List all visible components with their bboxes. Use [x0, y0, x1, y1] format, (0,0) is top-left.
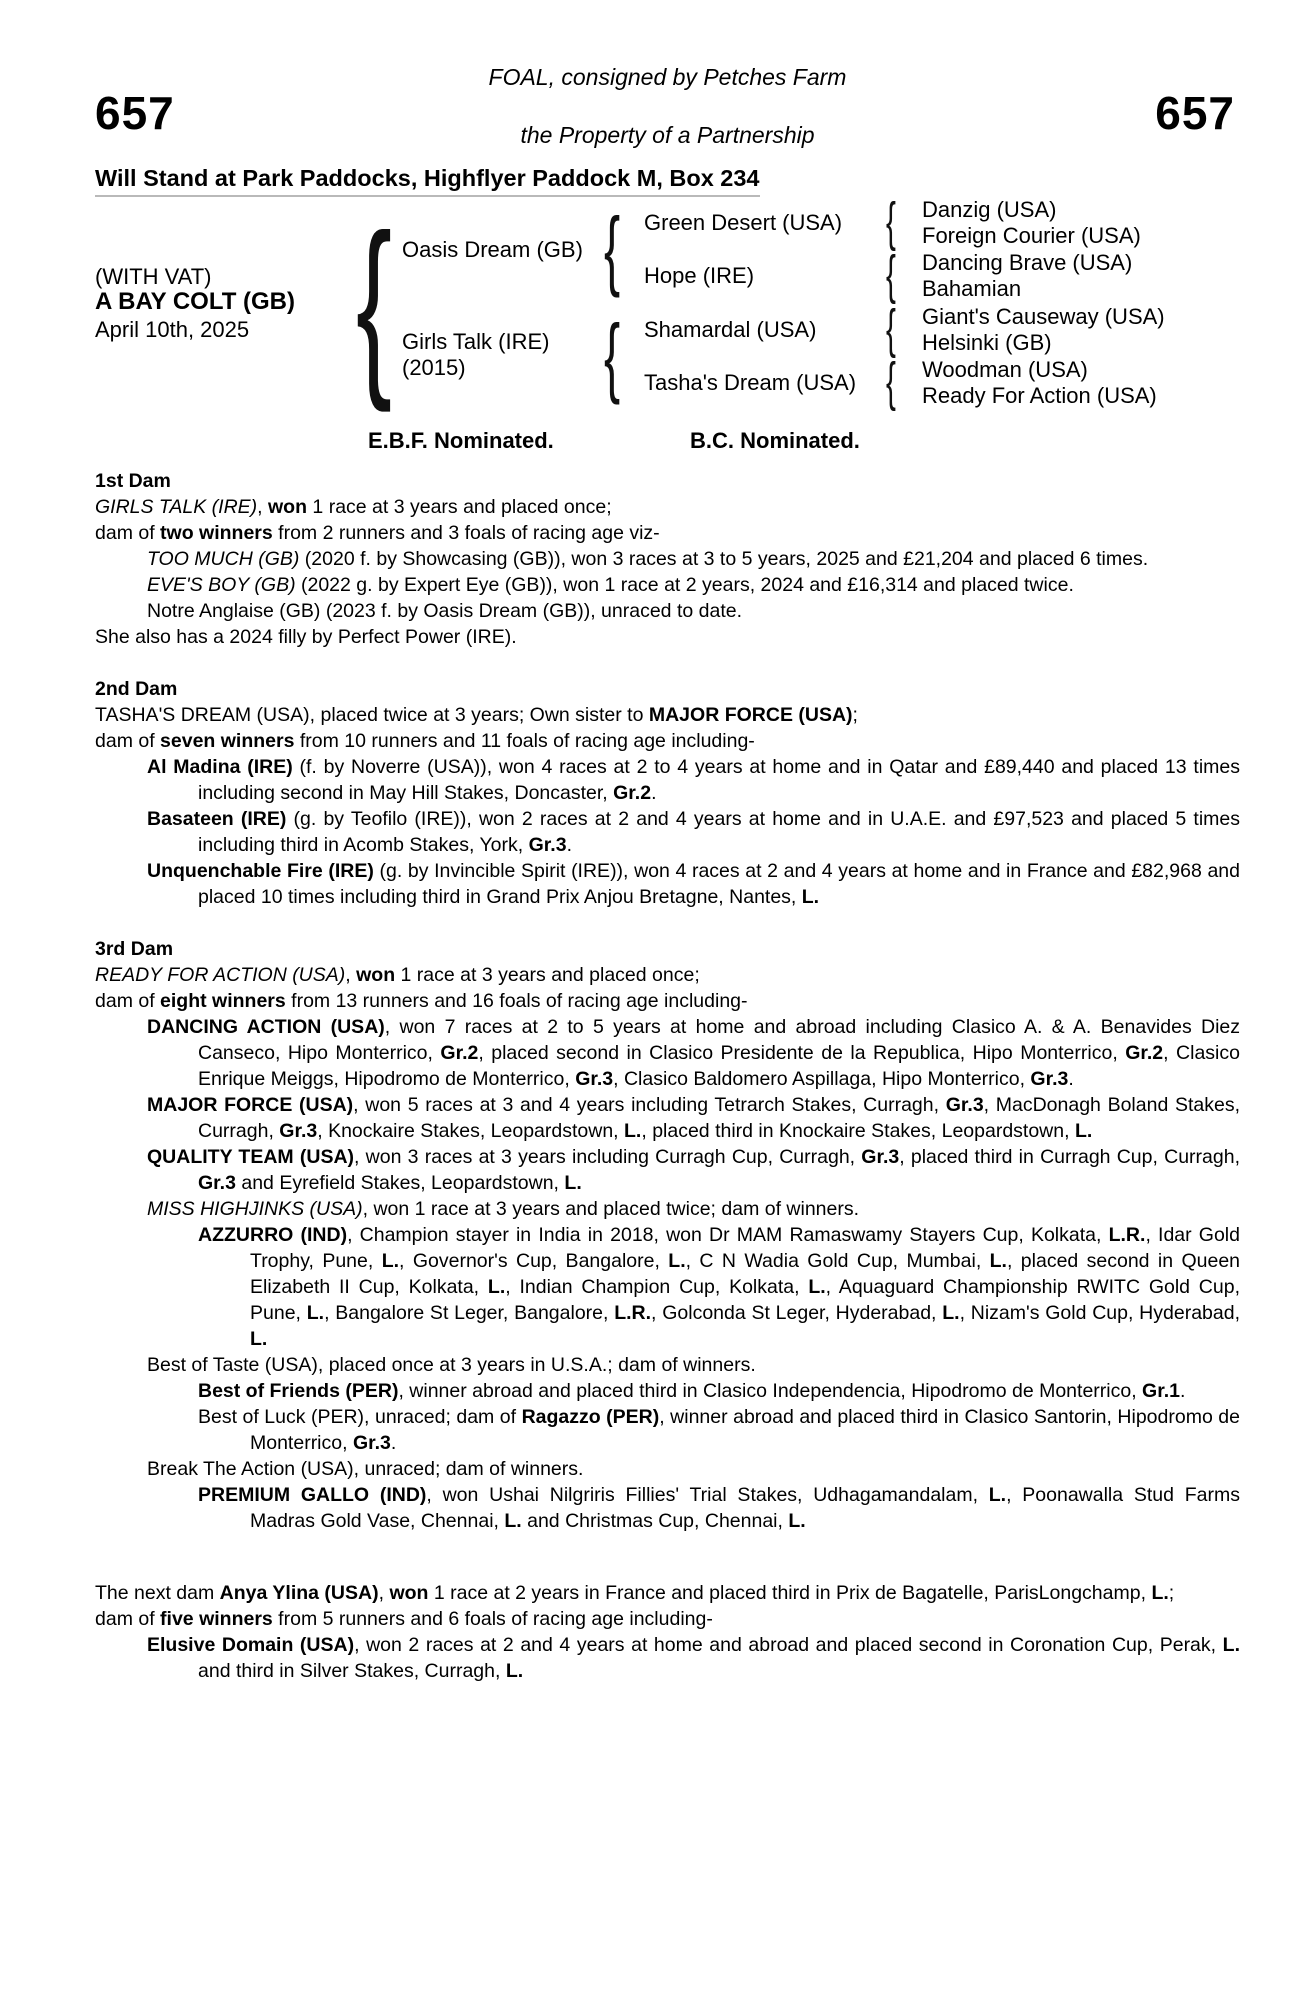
- catalogue-paragraph: Basateen (IRE) (g. by Teofilo (IRE)), won 2 races at 2 and 4 years at home and in U.A.E. and £97,523 and placed 5 times including third in Acomb Stakes, York, Gr.3.: [147, 808, 1241, 856]
- catalogue-paragraph: Notre Anglaise (GB) (2023 f. by Oasis Dream (GB)), unraced to date.: [147, 600, 742, 622]
- catalogue-paragraph: TOO MUCH (GB) (2020 f. by Showcasing (GB)), won 3 races at 3 to 5 years, 2025 and £21,204 and placed 6 times.: [147, 548, 1149, 570]
- catalogue-paragraph: Break The Action (USA), unraced; dam of winners.: [147, 1458, 584, 1480]
- ebf-nominated-label: E.B.F. Nominated.: [368, 428, 554, 453]
- colt-name: A BAY COLT (GB): [95, 288, 296, 315]
- vat-note: (WITH VAT): [95, 264, 212, 289]
- great-grandparent-name: Woodman (USA): [922, 357, 1088, 382]
- pedigree-brace-gg4: {: [886, 352, 896, 412]
- great-grandparent-name: Ready For Action (USA): [922, 383, 1157, 408]
- catalogue-paragraph: Unquenchable Fire (IRE) (g. by Invincible Spirit (IRE)), won 4 races at 2 and 4 years at home and in France and £82,968 and placed 10 times including third in Grand Prix Anjou Bretagne, Nantes, L.: [147, 860, 1240, 908]
- catalogue-paragraph: Best of Luck (PER), unraced; dam of Ragazzo (PER), winner abroad and placed third in Clasico Santorin, Hipodromo de Monterrico, Gr.3.: [198, 1406, 1240, 1454]
- section-heading: 1st Dam: [95, 470, 171, 492]
- catalogue-paragraph: dam of two winners from 2 runners and 3 foals of racing age viz-: [95, 522, 660, 544]
- stand-location-heading: Will Stand at Park Paddocks, Highflyer Paddock M, Box 234: [95, 166, 760, 197]
- catalogue-paragraph: Elusive Domain (USA), won 2 races at 2 and 4 years at home and abroad and placed second in Coronation Cup, Perak, L. and third in Silver Stakes, Curragh, L.: [147, 1634, 1240, 1682]
- property-line: the Property of a Partnership: [520, 122, 815, 148]
- catalogue-paragraph: READY FOR ACTION (USA), won 1 race at 3 years and placed once;: [95, 964, 700, 986]
- bc-nominated-label: B.C. Nominated.: [690, 428, 860, 453]
- great-grandparent-name: Helsinki (GB): [922, 330, 1052, 355]
- catalogue-body: [95, 468, 1240, 1684]
- sire-name: Oasis Dream (GB): [402, 237, 583, 262]
- catalogue-paragraph: dam of seven winners from 10 runners and 11 foals of racing age including-: [95, 730, 755, 752]
- catalogue-paragraph: Best of Friends (PER), winner abroad and placed third in Clasico Independencia, Hipodromo de Monterrico, Gr.1.: [198, 1380, 1186, 1402]
- pedigree-chart: [0, 192, 1315, 416]
- catalogue-paragraph: She also has a 2024 filly by Perfect Power (IRE).: [95, 626, 517, 648]
- catalogue-paragraph: EVE'S BOY (GB) (2022 g. by Expert Eye (GB)), won 1 race at 2 years, 2024 and £16,314 and placed twice.: [147, 574, 1074, 596]
- pedigree-brace-sire: {: [604, 199, 621, 298]
- pedigree-brace-gg3: {: [886, 299, 896, 359]
- lot-number-left: 657: [95, 87, 175, 139]
- great-grandparent-name: Bahamian: [922, 276, 1022, 301]
- pedigree-brace-gg2: {: [886, 245, 896, 305]
- dam-dam-name: Tasha's Dream (USA): [644, 370, 857, 395]
- pedigree-brace-gg1: {: [886, 192, 896, 252]
- catalogue-paragraph: QUALITY TEAM (USA), won 3 races at 3 years including Curragh Cup, Curragh, Gr.3, placed third in Curragh Cup, Curragh, Gr.3 and Eyrefield Stakes, Leopardstown, L.: [147, 1146, 1240, 1194]
- foaling-date: April 10th, 2025: [95, 317, 250, 342]
- pedigree-brace-main: {: [356, 194, 393, 413]
- catalogue-paragraph: dam of five winners from 5 runners and 6 foals of racing age including-: [95, 1608, 713, 1630]
- catalogue-paragraph: MAJOR FORCE (USA), won 5 races at 3 and 4 years including Tetrarch Stakes, Curragh, Gr.3, MacDonagh Boland Stakes, Curragh, Gr.3, Knockaire Stakes, Leopardstown, L., placed third in Knockaire Stakes, Leopardstown, L.: [147, 1094, 1240, 1142]
- section-heading: 3rd Dam: [95, 938, 174, 960]
- section-next-dam: [95, 1580, 1240, 1684]
- lot-number-right: 657: [1155, 87, 1235, 139]
- great-grandparent-name: Giant's Causeway (USA): [922, 304, 1165, 329]
- great-grandparent-name: Dancing Brave (USA): [922, 250, 1133, 275]
- catalogue-paragraph: Best of Taste (USA), placed once at 3 years in U.S.A.; dam of winners.: [147, 1354, 756, 1376]
- section-heading: 2nd Dam: [95, 678, 178, 700]
- sire-dam-name: Hope (IRE): [644, 263, 755, 288]
- dam-name: Girls Talk (IRE): [402, 329, 550, 354]
- catalogue-paragraph: The next dam Anya Ylina (USA), won 1 race at 2 years in France and placed third in Prix de Bagatelle, ParisLongchamp, L.;: [95, 1582, 1175, 1604]
- catalogue-paragraph: GIRLS TALK (IRE), won 1 race at 3 years and placed once;: [95, 496, 612, 518]
- pedigree-brace-dam: {: [604, 306, 621, 405]
- catalogue-paragraph: PREMIUM GALLO (IND), won Ushai Nilgriris Fillies' Trial Stakes, Udhagamandalam, L., Poonawalla Stud Farms Madras Gold Vase, Chennai, L. and Christmas Cup, Chennai, L.: [198, 1484, 1240, 1532]
- catalogue-paragraph: DANCING ACTION (USA), won 7 races at 2 to 5 years at home and abroad including Clasico A. & A. Benavides Diez Canseco, Hipo Monterrico, Gr.2, placed second in Clasico Presidente de la Republica, Hipo Monterrico, Gr.2, Clasico Enrique Meiggs, Hipodromo de Monterrico, Gr.3, Clasico Baldomero Aspillaga, Hipo Monterrico, Gr.3.: [147, 1016, 1240, 1090]
- catalogue-paragraph: dam of eight winners from 13 runners and 16 foals of racing age including-: [95, 990, 748, 1012]
- consignment-line: FOAL, consigned by Petches Farm: [488, 64, 847, 90]
- sire-sire-name: Green Desert (USA): [644, 210, 843, 235]
- section-second-dam: [95, 676, 1240, 910]
- dam-year: (2015): [402, 355, 466, 380]
- section-first-dam: [95, 468, 1240, 650]
- catalogue-paragraph: TASHA'S DREAM (USA), placed twice at 3 years; Own sister to MAJOR FORCE (USA);: [95, 704, 858, 726]
- catalogue-paragraph: Al Madina (IRE) (f. by Noverre (USA)), won 4 races at 2 to 4 years at home and in Qatar and £89,440 and placed 13 times including second in May Hill Stakes, Doncaster, Gr.2.: [147, 756, 1240, 804]
- dam-sire-name: Shamardal (USA): [644, 317, 817, 342]
- catalogue-paragraph: MISS HIGHJINKS (USA), won 1 race at 3 years and placed twice; dam of winners.: [147, 1198, 860, 1220]
- catalogue-paragraph: AZZURRO (IND), Champion stayer in India in 2018, won Dr MAM Ramaswamy Stayers Cup, Kolkata, L.R., Idar Gold Trophy, Pune, L., Governor's Cup, Bangalore, L., C N Wadia Gold Cup, Mumbai, L., placed second in Queen Elizabeth II Cup, Kolkata, L., Indian Champion Cup, Kolkata, L., Aquaguard Championship RWITC Gold Cup, Pune, L., Bangalore St Leger, Bangalore, L.R., Golconda St Leger, Hyderabad, L., Nizam's Gold Cup, Hyderabad, L.: [198, 1224, 1241, 1350]
- great-grandparent-name: Foreign Courier (USA): [922, 223, 1141, 248]
- great-grandparent-name: Danzig (USA): [922, 197, 1057, 222]
- section-third-dam: [95, 936, 1240, 1534]
